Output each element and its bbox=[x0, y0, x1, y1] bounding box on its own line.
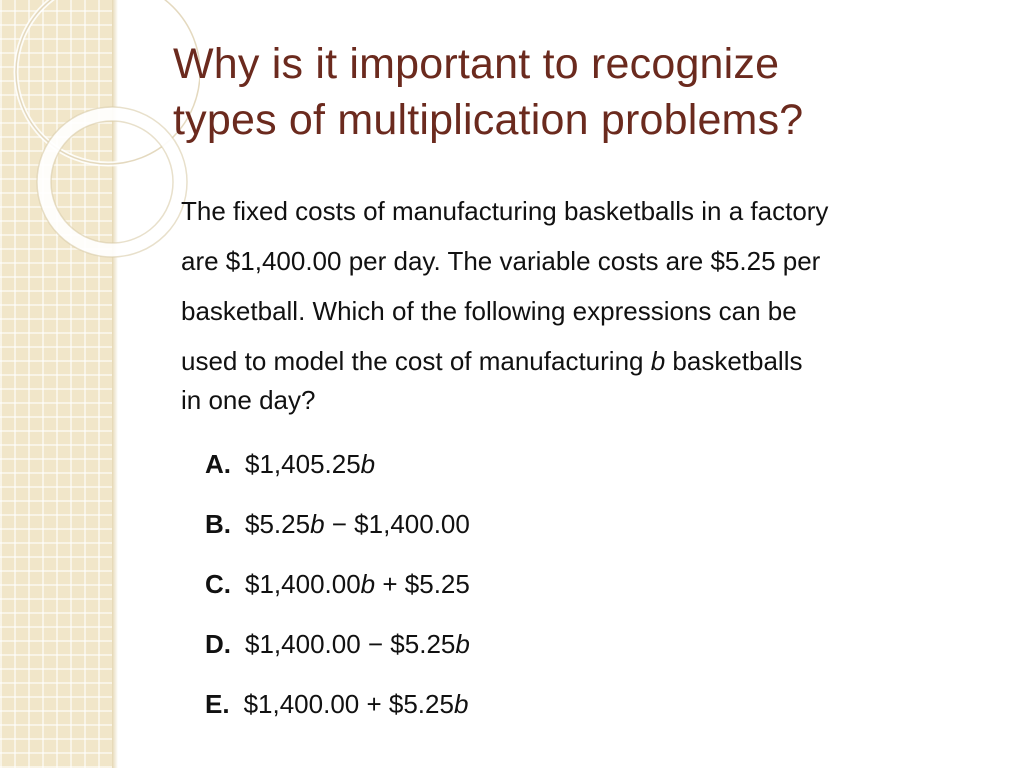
question-line-1: The fixed costs of manufacturing basketballs in a factory bbox=[181, 196, 829, 226]
choice-variable: b bbox=[453, 689, 469, 719]
variable-b: b bbox=[650, 346, 666, 376]
title-line-2: types of multiplication problems? bbox=[173, 96, 804, 144]
choice-suffix: + $5.25 bbox=[375, 569, 470, 599]
choice-letter: B. bbox=[205, 509, 231, 539]
choice-variable: b bbox=[360, 449, 376, 479]
question-text bbox=[181, 186, 1001, 418]
choice-e bbox=[205, 680, 905, 740]
question-line-3: basketball. Which of the following expressions can be bbox=[181, 296, 797, 326]
choice-value: $1,400.00 − $5.25 bbox=[245, 629, 456, 659]
slide-title bbox=[173, 36, 993, 148]
question-line-4-end: basketballs bbox=[665, 346, 803, 376]
question-line-5: in one day? bbox=[181, 385, 316, 415]
choice-b bbox=[205, 500, 905, 560]
choice-value: $1,405.25 bbox=[245, 449, 361, 479]
title-line-1: Why is it important to recognize bbox=[173, 40, 780, 88]
question-line-2: are $1,400.00 per day. The variable costs are $5.25 per bbox=[181, 246, 821, 276]
question-line-4-text: used to model the cost of manufacturing bbox=[181, 346, 651, 376]
choice-value: $5.25 bbox=[245, 509, 311, 539]
choice-letter: C. bbox=[205, 569, 231, 599]
choice-letter: A. bbox=[205, 449, 231, 479]
choice-c bbox=[205, 560, 905, 620]
answer-choices bbox=[205, 440, 905, 740]
choice-letter: D. bbox=[205, 629, 231, 659]
choice-variable: b bbox=[310, 509, 325, 539]
choice-d bbox=[205, 620, 905, 680]
choice-variable: b bbox=[360, 569, 376, 599]
question-line-4 bbox=[181, 336, 1001, 386]
choice-value: $1,400.00 + $5.25 bbox=[243, 689, 454, 719]
choice-value: $1,400.00 bbox=[245, 569, 361, 599]
choice-letter: E. bbox=[205, 689, 230, 719]
choice-variable: b bbox=[455, 629, 470, 659]
choice-a bbox=[205, 440, 905, 500]
decorative-rings bbox=[0, 0, 200, 260]
choice-suffix: − $1,400.00 bbox=[324, 509, 470, 539]
